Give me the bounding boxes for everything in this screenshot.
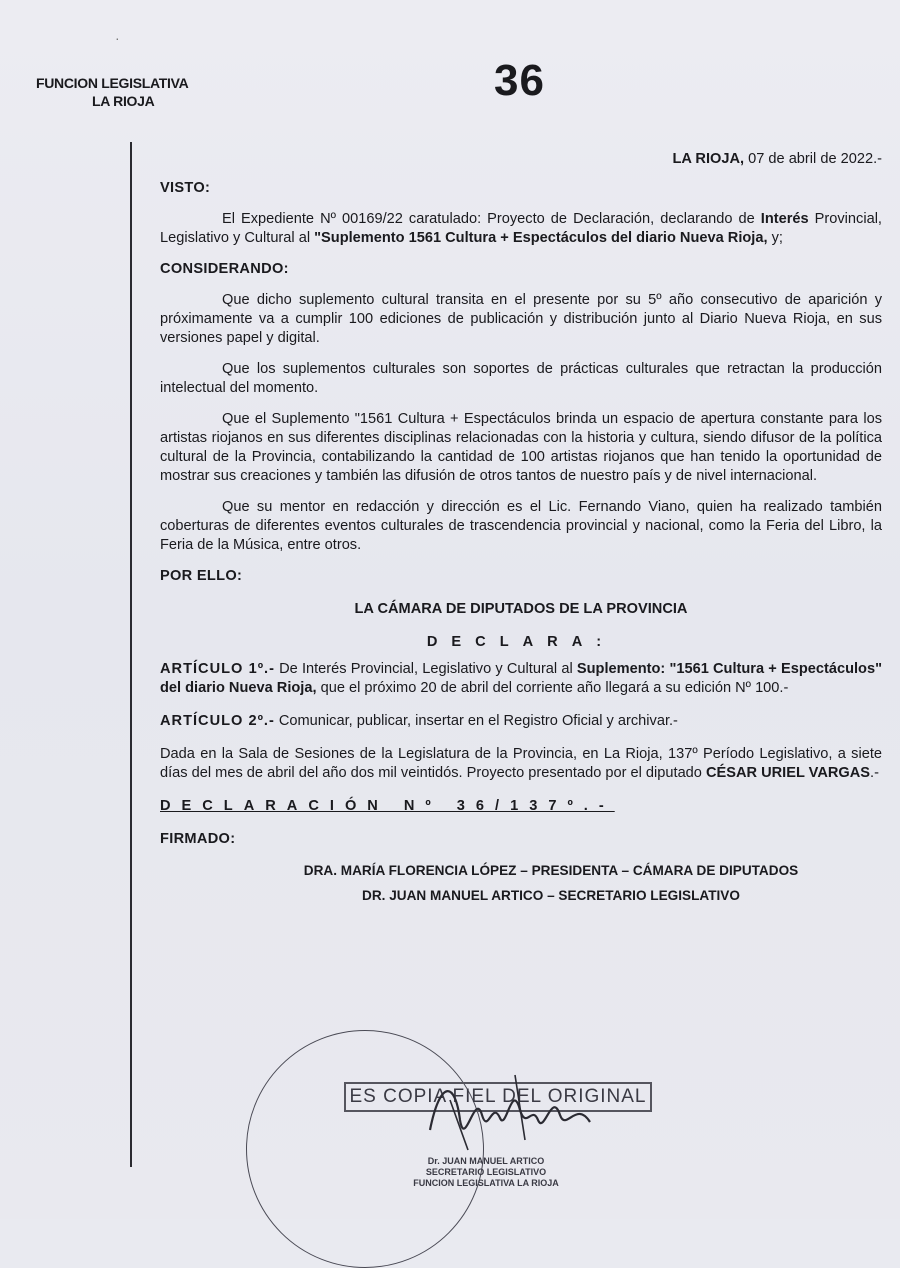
dateline — [160, 150, 882, 169]
org-line-1: FUNCION LEGISLATIVA — [36, 75, 189, 91]
visto-text-d: "Suplemento 1561 Cultura + Espectáculos del diario Nueva Rioja, — [314, 230, 768, 246]
por-ello-heading: POR ELLO: — [160, 568, 243, 584]
signature-stamp-title: SECRETARIO LEGISLATIVO — [425, 1167, 547, 1177]
visto-paragraph — [160, 210, 882, 248]
visto-text-a: El Expediente Nº 00169/22 caratulado: Proyecto de Declaración, declarando de — [222, 211, 761, 227]
visto-text-c: Provincial, Legislativo y Cultural al — [160, 211, 882, 246]
article-2-label: ARTÍCULO 2º.- — [160, 713, 275, 729]
signature-stamp-name: Dr. JUAN MANUEL ARTICO — [427, 1156, 545, 1166]
signatory-president: DRA. MARÍA FLORENCIA LÓPEZ – PRESIDENTA – CÁMARA DE DIPUTADOS — [303, 863, 799, 878]
date-place: LA RIOJA, — [672, 151, 745, 167]
margin-rule — [130, 142, 132, 1167]
scan-mark: · — [115, 30, 120, 46]
dada-text-c: .- — [870, 765, 879, 781]
considerando-paragraph-3: Que el Suplemento "1561 Cultura + Espectáculos brinda un espacio de apertura constante para los artistas riojanos en sus diferentes disciplinas relacionadas con la historia y cultura, siendo difusor de la política cultural de la Provincia, contabilizando la cantidad de 100 artistas riojanos que han tenido la oportunidad de mostrar sus creaciones y también las difusión de otros tantos de nuestro país y de nivel internacional. — [160, 411, 882, 484]
certified-copy-stamp: ES COPIA FIEL DEL ORIGINAL — [344, 1082, 652, 1112]
declaration-number: DECLARACIÓN Nº 36/137º.- — [160, 798, 615, 814]
signature-stamp — [396, 1156, 576, 1189]
considerando-paragraph-4: Que su mentor en redacción y dirección es el Lic. Fernando Viano, quien ha realizado también coberturas de diferentes eventos culturales de trascendencia provincial y nacional, como la Feria del Libro, la Feria de la Música, entre otros. — [160, 499, 882, 553]
article-2 — [160, 712, 882, 731]
article-2-text: Comunicar, publicar, insertar en el Registro Oficial y archivar.- — [274, 713, 678, 729]
document-body — [160, 150, 882, 909]
issuing-organization — [36, 74, 266, 110]
article-1-text-c: que el próximo 20 de abril del corriente año llegará a su edición Nº 100.- — [316, 680, 789, 696]
dada-text-b: CÉSAR URIEL VARGAS — [705, 765, 871, 781]
article-1-label: ARTÍCULO 1º.- — [160, 661, 275, 677]
visto-text-b: Interés — [760, 211, 809, 227]
considerando-heading: CONSIDERANDO: — [160, 261, 289, 277]
declara-heading: DECLARA: — [426, 634, 616, 650]
org-line-2: LA RIOJA — [92, 93, 155, 109]
article-1-text-b: Suplemento: "1561 Cultura + Espectáculos" del diario Nueva Rioja, — [160, 661, 882, 696]
dada-text-a: Dada en la Sala de Sesiones de la Legislatura de la Provincia, en La Rioja, 137º Período Legislativo, a siete días del mes de abril del año dos mil veintidós. Proyecto presentado por el diputado — [160, 746, 882, 781]
considerando-paragraph-1: Que dicho suplemento cultural transita en el presente por su 5º año consecutivo de aparición y próximamente va a cumplir 100 ediciones de publicación y distribución junto al Diario Nueva Rioja, en sus versiones papel y digital. — [160, 292, 882, 346]
date-text: 07 de abril de 2022.- — [744, 151, 882, 167]
signatory-secretary: DR. JUAN MANUEL ARTICO – SECRETARIO LEGISLATIVO — [362, 888, 740, 903]
considerando-paragraph-2: Que los suplementos culturales son soportes de prácticas culturales que retractan la producción intelectual del momento. — [160, 361, 882, 396]
article-1 — [160, 660, 882, 698]
firmado-heading: FIRMADO: — [160, 831, 236, 847]
article-1-text-a: De Interés Provincial, Legislativo y Cultural al — [274, 661, 577, 677]
visto-text-e: y; — [767, 230, 783, 246]
handwritten-signature — [420, 1060, 600, 1160]
camara-heading: LA CÁMARA DE DIPUTADOS DE LA PROVINCIA — [354, 601, 688, 617]
signature-stamp-org: FUNCION LEGISLATIVA LA RIOJA — [413, 1178, 559, 1188]
visto-heading: VISTO: — [160, 180, 211, 196]
page-number: 36 — [494, 56, 545, 105]
dada-paragraph — [160, 745, 882, 783]
